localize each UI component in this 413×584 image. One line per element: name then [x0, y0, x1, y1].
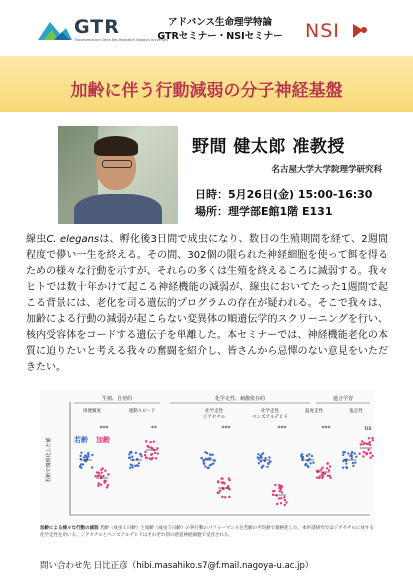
aged-point — [321, 466, 323, 468]
aged-point — [283, 496, 285, 498]
significance-label: *** — [221, 425, 231, 432]
aged-point — [329, 465, 331, 467]
young-point — [211, 454, 213, 456]
gtr-logo-text: GTR — [74, 16, 120, 38]
aged-point — [372, 439, 374, 441]
y-axis-label: 若齢で規格化した値 — [46, 437, 52, 483]
young-point — [203, 459, 205, 461]
young-point — [204, 451, 206, 453]
young-point — [135, 452, 137, 454]
legend-aged: 加齢 — [96, 436, 110, 444]
young-point — [269, 461, 271, 463]
young-point — [312, 462, 314, 464]
young-point — [351, 455, 353, 457]
caption-title: 加齢による様々な行動の減弱 — [40, 526, 99, 531]
aged-point — [361, 440, 363, 442]
aged-point — [97, 475, 99, 477]
aged-point — [371, 437, 373, 439]
young-point — [309, 462, 311, 464]
aged-point — [368, 441, 370, 443]
young-point — [342, 466, 344, 468]
young-point — [259, 455, 261, 457]
significance-label: *** — [277, 425, 287, 432]
aged-point — [329, 477, 331, 479]
young-point — [305, 463, 307, 465]
young-point — [206, 467, 208, 469]
panel-label: 化学走性 — [261, 409, 279, 414]
young-point — [354, 461, 356, 463]
panel-label: 温度走性 — [305, 409, 323, 414]
aged-point — [156, 452, 158, 454]
young-point — [135, 464, 137, 466]
aged-point — [274, 484, 276, 486]
young-point — [266, 466, 268, 468]
aged-point — [223, 482, 225, 484]
young-point — [308, 453, 310, 455]
young-point — [212, 462, 214, 464]
aged-point — [107, 484, 109, 486]
aged-point — [149, 441, 151, 443]
young-point — [138, 462, 140, 464]
nsi-logo-text: NSI — [305, 20, 340, 42]
aged-point — [280, 488, 282, 490]
young-point — [200, 457, 202, 459]
aged-point — [217, 481, 219, 483]
aged-point — [371, 455, 373, 457]
young-point — [342, 454, 344, 456]
title-band — [0, 56, 413, 112]
aged-point — [97, 484, 99, 486]
significance-label: *** — [99, 425, 109, 432]
speaker-affiliation: 名古屋大学大学院理学研究科 — [271, 165, 382, 175]
aged-point — [103, 482, 105, 484]
young-point — [79, 466, 81, 468]
young-point — [345, 458, 347, 460]
seminar-course-title: アドバンス生命理学特論 — [167, 17, 273, 28]
young-point — [85, 456, 87, 458]
young-point — [136, 458, 138, 460]
speaker-name: 野間 健太郎 准教授 — [192, 137, 345, 157]
young-point — [203, 463, 205, 465]
aged-point — [281, 491, 283, 493]
aged-point — [150, 458, 152, 460]
aged-point — [228, 488, 230, 490]
speaker-info — [192, 132, 392, 175]
aged-point — [367, 449, 369, 451]
panel-label: 排便頻度 — [83, 409, 101, 414]
young-point — [264, 457, 266, 459]
aged-point — [227, 485, 229, 487]
young-point — [132, 466, 134, 468]
nsi-neuron-icon — [349, 20, 369, 42]
aged-point — [228, 496, 230, 498]
aged-point — [151, 453, 153, 455]
speaker-photo — [58, 126, 178, 224]
panel-label: ベンズアルデヒド — [252, 415, 288, 420]
aged-point — [278, 497, 280, 499]
aged-point — [280, 485, 282, 487]
young-point — [80, 463, 82, 465]
aged-point — [369, 452, 371, 454]
young-point — [261, 466, 263, 468]
panel-label: 化学走性 — [205, 409, 223, 414]
seminar-series — [150, 16, 290, 44]
young-point — [263, 459, 265, 461]
aged-point — [104, 469, 106, 471]
panel-label: 運動スピード — [128, 409, 156, 414]
young-point — [91, 454, 93, 456]
young-point — [351, 457, 353, 459]
young-point — [79, 455, 81, 457]
aged-point — [221, 477, 223, 479]
aged-point — [318, 477, 320, 479]
panel-label: 塩走性 — [349, 409, 363, 414]
seminar-series-title: GTRセミナー・NSIセミナー — [157, 31, 283, 42]
gtr-mountain-icon — [36, 18, 74, 44]
seminar-datetime: 日時：5月26日(金) 15:00-16:30 — [195, 188, 373, 201]
aged-point — [155, 457, 157, 459]
behavior-plot — [40, 390, 375, 528]
aged-point — [144, 451, 146, 453]
aged-point — [100, 476, 102, 478]
young-point — [355, 456, 357, 458]
aged-point — [102, 467, 104, 469]
young-point — [208, 457, 210, 459]
young-point — [311, 455, 313, 457]
young-point — [80, 452, 82, 454]
aged-point — [280, 497, 282, 499]
young-point — [131, 464, 133, 466]
aged-point — [366, 453, 368, 455]
aged-point — [362, 455, 364, 457]
seminar-title: 加齢に伴う行動減弱の分子神経基盤 — [70, 81, 343, 101]
aged-point — [106, 486, 108, 488]
aged-point — [151, 447, 153, 449]
schedule — [195, 186, 395, 220]
aged-point — [228, 477, 230, 479]
aged-point — [275, 494, 277, 496]
aged-point — [278, 484, 280, 486]
significance-label: ns — [364, 425, 372, 432]
group-label: 生殖、自発的 — [101, 396, 133, 402]
aged-point — [284, 504, 286, 506]
young-point — [91, 466, 93, 468]
young-point — [130, 451, 132, 453]
young-point — [345, 462, 347, 464]
aged-point — [368, 437, 370, 439]
aged-point — [321, 477, 323, 479]
young-point — [267, 463, 269, 465]
aged-point — [362, 443, 364, 445]
group-label: 化学走性、刺激依存的 — [214, 396, 266, 402]
young-point — [346, 467, 348, 469]
aged-point — [107, 473, 109, 475]
aged-point — [276, 503, 278, 505]
aged-point — [102, 475, 104, 477]
aged-point — [328, 469, 330, 471]
aged-point — [363, 451, 365, 453]
young-point — [352, 462, 354, 464]
caption-text: 若齢（成虫１日齢）と加齢（成虫５日齢）の各行動のパフォーマンスを若齢の平均値で規格化した。本申請研究ではジアセチルに対する化学走性を用いる。ジアセチルとベンズアルデヒドはそれぞれ別の感覚神経細胞で受容される。 — [40, 526, 374, 538]
nsi-logo — [305, 16, 375, 48]
young-point — [129, 456, 131, 458]
young-point — [258, 462, 260, 464]
aged-point — [328, 475, 330, 477]
aged-point — [100, 484, 102, 486]
aged-point — [145, 440, 147, 442]
young-point — [262, 452, 264, 454]
young-point — [347, 452, 349, 454]
gtr-logo-subtitle: Transformative Gene-Res Research Nagoya University — [74, 38, 169, 42]
young-point — [205, 457, 207, 459]
abstract-pre: 線虫 — [26, 234, 47, 245]
young-point — [350, 453, 352, 455]
legend-young: 若齢 — [74, 436, 88, 444]
aged-point — [280, 502, 282, 504]
young-point — [209, 453, 211, 455]
behavior-figure — [40, 390, 375, 528]
panel-label: ジアセチル — [202, 415, 226, 420]
young-point — [257, 453, 259, 455]
young-point — [83, 456, 85, 458]
aged-point — [321, 473, 323, 475]
aged-point — [320, 469, 322, 471]
aged-point — [358, 453, 360, 455]
young-point — [354, 452, 356, 454]
figure-caption — [40, 526, 375, 539]
aged-point — [327, 462, 329, 464]
aged-point — [221, 481, 223, 483]
aged-point — [324, 473, 326, 475]
aged-point — [146, 445, 148, 447]
young-point — [139, 453, 141, 455]
aged-point — [272, 490, 274, 492]
young-point — [342, 451, 344, 453]
aged-point — [156, 447, 158, 449]
young-point — [306, 454, 308, 456]
aged-point — [144, 454, 146, 456]
aged-point — [316, 477, 318, 479]
young-point — [129, 467, 131, 469]
gtr-logo — [36, 16, 169, 48]
young-point — [128, 453, 130, 455]
young-point — [301, 453, 303, 455]
aged-point — [218, 491, 220, 493]
aged-point — [224, 496, 226, 498]
species-name: C. elegans — [46, 234, 100, 245]
significance-label: ** — [151, 425, 157, 432]
young-point — [131, 456, 133, 458]
aged-point — [98, 482, 100, 484]
aged-point — [369, 456, 371, 458]
seminar-place: 場所：理学部E館1階 E131 — [195, 205, 333, 218]
young-point — [257, 456, 259, 458]
aged-point — [97, 472, 99, 474]
aged-point — [285, 501, 287, 503]
young-point — [352, 465, 354, 467]
aged-point — [145, 457, 147, 459]
young-point — [268, 456, 270, 458]
aged-point — [94, 475, 96, 477]
aged-point — [366, 443, 368, 445]
aged-point — [284, 499, 286, 501]
contact-info: 問い合わせ先 日比正彦（hibi.masahiko.s7@f.mail.nagoya-u.ac.jp） — [40, 561, 314, 571]
young-point — [306, 465, 308, 467]
aged-point — [153, 441, 155, 443]
aged-point — [221, 496, 223, 498]
significance-label: *** — [321, 425, 331, 432]
header — [0, 0, 413, 56]
aged-point — [154, 452, 156, 454]
aged-point — [326, 467, 328, 469]
young-point — [204, 465, 206, 467]
aged-point — [100, 472, 102, 474]
aged-point — [272, 494, 274, 496]
abstract-text: は、孵化後3日間で成虫になり、数日の生殖期間を経て、2週間程度で儚い一生を終える。その間、302個の限られた神経細胞を使って餌を得るための様々な行動を示すが、それらの多くは生殖を終えるころに減弱する。我々ヒトでは数十年かけて起こる神経機能の減弱が、線虫においてたった1週間で起こる背景には、老化を司る遺伝的プログラムの存在が疑われる。そこで我々は、加齢による行動の減弱が起こらない変異体の順遺伝学的スクリーニングを行い、核内受容体をコードする遺伝子を単離した。本セミナーでは、神経機能老化の本質に迫りたいと考える我々の奮闘を紹介し、皆さんから忌憚のない意見をいただきたい。 — [26, 234, 389, 373]
abstract — [26, 232, 388, 376]
group-label: 連合学習 — [332, 396, 354, 402]
young-point — [260, 460, 262, 462]
aged-point — [369, 444, 371, 446]
aged-point — [360, 443, 362, 445]
